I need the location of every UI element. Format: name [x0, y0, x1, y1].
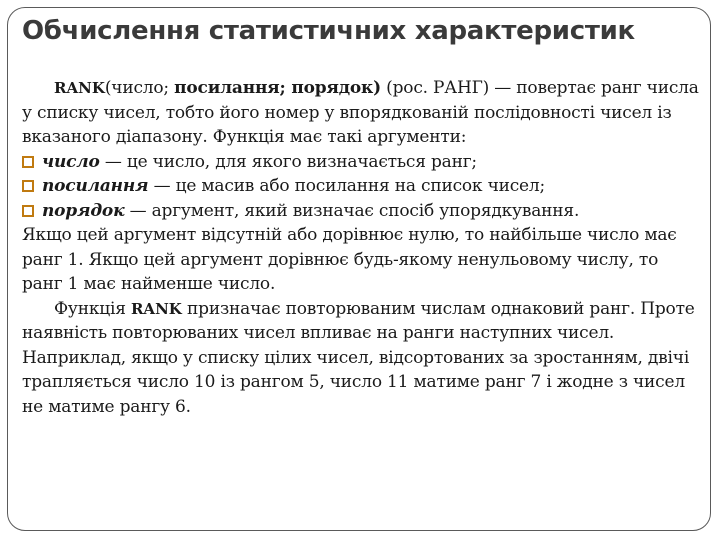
intro-paragraph	[22, 76, 702, 150]
function-name: RANK	[130, 299, 182, 318]
bullet-term: порядок	[42, 200, 125, 221]
bullet-item-number	[22, 150, 702, 175]
rank-duplicates-paragraph	[22, 297, 702, 420]
checkbox-bullet-icon	[22, 205, 34, 217]
checkbox-bullet-icon	[22, 156, 34, 168]
bullet-content	[42, 150, 477, 175]
slide-title: Обчислення статистичних характеристик	[22, 16, 635, 46]
order-explanation: Якщо цей аргумент відсутній або дорівнює нулю, то найбільше число має ранг 1. Якщо цей аргумент дорівнює будь-якому ненульовому числу, то ранг 1 має найменше число.	[22, 225, 677, 294]
bullet-term: число	[42, 151, 100, 172]
bullet-text: — це число, для якого визначається ранг;	[99, 151, 477, 172]
bullet-term: посилання	[42, 176, 149, 196]
bullet-item-reference	[22, 174, 702, 199]
bullet-item-order	[22, 199, 702, 224]
bullet-content	[42, 199, 579, 224]
intro-rest: (рос. РАНГ) — повертає ранг числа у списку чисел, тобто його номер у впорядкованій послідовності чисел із вказаного діапазону. Функція має такі аргументи:	[22, 78, 699, 147]
args-open: (число;	[104, 78, 175, 98]
slide-body	[22, 76, 702, 419]
paragraph2-lead: Функція	[54, 298, 131, 319]
paragraph2-rest: призначає повторюваним числам однаковий ранг. Проте наявність повторюваних чисел впливає на ранги наступних чисел. Наприклад, якщо у списку цілих чисел, відсортованих за зростанням, двічі трапляється число 10 із рангом 5, число 11 матиме ранг 7 і жодне з чисел не матиме рангу 6.	[22, 298, 695, 417]
checkbox-bullet-icon	[22, 180, 34, 192]
args-bold: посилання; порядок)	[174, 78, 381, 98]
bullet-text: — це масив або посилання на список чисел;	[148, 176, 546, 196]
bullet-content	[42, 174, 545, 199]
bullet-text: — аргумент, який визначає спосіб упорядкування.	[124, 200, 580, 221]
function-name: RANK	[54, 79, 105, 97]
